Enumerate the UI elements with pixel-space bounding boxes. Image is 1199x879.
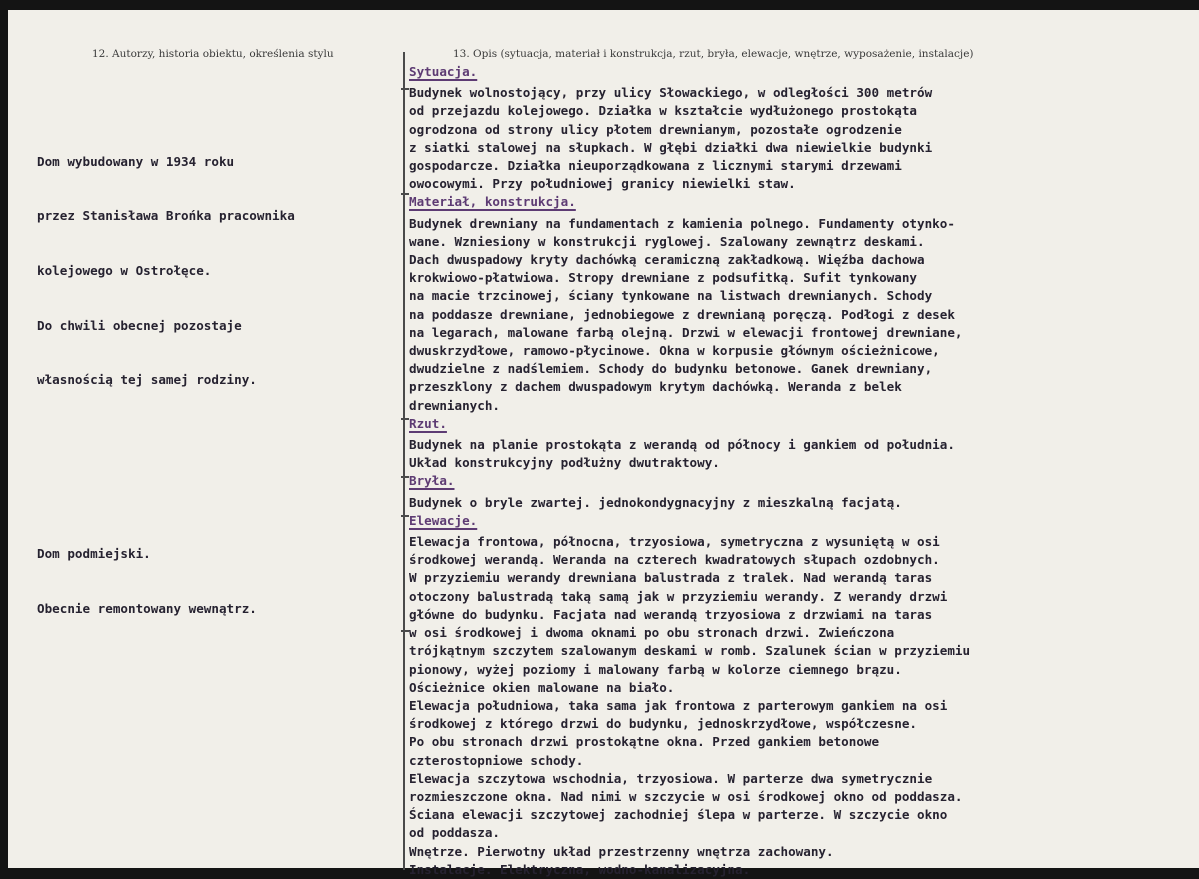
text-line: na legarach, malowane farbą olejną. Drzwi w elewacji frontowej drewniane, xyxy=(409,324,963,340)
text-line: dwuskrzydłowe, ramowo-płycinowe. Okna w korpusie głównym ościeżnicowe, xyxy=(409,343,940,359)
text-line: Budynek wolnostojący, przy ulicy Słowackiego, w odległości 300 metrów xyxy=(409,85,933,101)
text-line: Elewacja szczytowa wschodnia, trzyosiowa. W parterze dwa symetrycznie xyxy=(409,770,933,786)
text-line: na poddasze drewniane, jednobiegowe z drewnianą poręczą. Podłogi z desek xyxy=(409,306,955,322)
divider-tick xyxy=(401,193,409,195)
text-line: wane. Wzniesiony w konstrukcji ryglowej. Szalowany zewnątrz deskami. xyxy=(409,233,925,249)
text-line: dwudzielne z nadślemiem. Schody do budynku betonowe. Ganek drewniany, xyxy=(409,361,933,377)
document-sheet xyxy=(8,10,1199,877)
text-line: Ościeżnice okien malowane na biało. xyxy=(409,679,675,695)
column-divider xyxy=(403,52,405,870)
left-column-header: 12. Autorzy, historia obiektu, określenia stylu xyxy=(92,48,334,60)
section-heading: Rzut. xyxy=(409,415,447,431)
divider-tick xyxy=(401,88,409,90)
text-line: Obecnie remontowany wewnątrz. xyxy=(37,600,257,616)
text-line: Dom podmiejski. xyxy=(37,546,151,562)
text-line: Budynek drewniany na fundamentach z kamienia polnego. Fundamenty otynko- xyxy=(409,215,955,231)
text-line: Do chwili obecnej pozostaje xyxy=(37,317,242,333)
text-line: Budynek o bryle zwartej. jednokondygnacyjny z mieszkalną facjatą. xyxy=(409,494,902,510)
text-line: W przyziemiu werandy drewniana balustrada z tralek. Nad werandą taras xyxy=(409,570,933,586)
history-paragraph xyxy=(37,116,397,425)
text-line: drewnianych. xyxy=(409,397,500,413)
text-line: Elewacja południowa, taka sama jak frontowa z parterowym gankiem na osi xyxy=(409,697,948,713)
text-line: gospodarcze. Działka nieuporządkowana z licznymi starymi drzewami xyxy=(409,158,902,174)
text-line: od przejazdu kolejowego. Działka w kształcie wydłużonego prostokąta xyxy=(409,103,917,119)
text-line: owocowymi. Przy południowej granicy niewielki staw. xyxy=(409,176,796,192)
section-heading: Elewacje. xyxy=(409,512,478,528)
style-paragraph xyxy=(37,509,397,655)
text-line: przez Stanisława Brońka pracownika xyxy=(37,208,295,224)
text-line: krokwiowo-płatwiowa. Stropy drewniane z podsufitką. Sufit tynkowany xyxy=(409,270,917,286)
history-column xyxy=(37,80,397,691)
text-line: pionowy, wyżej poziomy i malowany farbą w kolorze ciemnego brązu. xyxy=(409,661,902,677)
text-line: ogrodzona od strony ulicy płotem drewnianym, pozostałe ogrodzenie xyxy=(409,121,902,137)
text-line: środkowej werandą. Weranda na czterech kwadratowych słupach ozdobnych. xyxy=(409,552,940,568)
section-sytuacja xyxy=(409,63,1194,193)
text-line: środkowej z którego drzwi do budynku, jednoskrzydłowe, współczesne. xyxy=(409,716,917,732)
section-heading: Bryła. xyxy=(409,473,455,489)
text-line: Po obu stronach drzwi prostokątne okna. Przed gankiem betonowe xyxy=(409,734,880,750)
description-column xyxy=(409,63,1194,879)
text-line: Budynek na planie prostokąta z werandą od północy i gankiem od południa. xyxy=(409,437,955,453)
section-material-konstrukcja xyxy=(409,193,1194,414)
divider-tick xyxy=(401,418,409,420)
text-line: główne do budynku. Facjata nad werandą trzyosiowa z drzwiami na taras xyxy=(409,606,933,622)
text-line: trójkątnym szczytem szalowanym deskami w romb. Szalunek ścian w przyziemiu xyxy=(409,643,971,659)
right-column-header: 13. Opis (sytuacja, materiał i konstrukcja, rzut, bryła, elewacje, wnętrze, wyposażenie, instalacje) xyxy=(453,48,974,60)
text-line: Wnętrze. Pierwotny układ przestrzenny wnętrza zachowany. xyxy=(409,843,834,859)
divider-tick xyxy=(401,515,409,517)
text-line: rozmieszczone okna. Nad nimi w szczycie w osi środkowej okno od poddasza. xyxy=(409,788,963,804)
text-line: Dach dwuspadowy kryty dachówką ceramiczną zakładkową. Więźba dachowa xyxy=(409,252,925,268)
section-heading: Materiał, konstrukcja. xyxy=(409,194,576,210)
section-rzut xyxy=(409,415,1194,473)
text-line: Ściana elewacji szczytowej zachodniej ślepa w parterze. W szczycie okno xyxy=(409,807,948,823)
text-line: w osi środkowej i dwoma oknami po obu stronach drzwi. Zwieńczona xyxy=(409,625,895,641)
text-line: Instalacje. Elektryczna, wodno-kanalizacyjna. xyxy=(409,861,751,877)
divider-tick xyxy=(401,476,409,478)
text-line: Dom wybudowany w 1934 roku xyxy=(37,153,235,169)
text-line: z siatki stalowej na słupkach. W głębi działki dwa niewielkie budynki xyxy=(409,139,933,155)
text-line: własnością tej samej rodziny. xyxy=(37,372,257,388)
text-line: otoczony balustradą taką samą jak w przyziemiu werandy. Z werandy drzwi xyxy=(409,588,948,604)
text-line: na macie trzcinowej, ściany tynkowane na listwach drewnianych. Schody xyxy=(409,288,933,304)
text-line: Układ konstrukcyjny podłużny dwutraktowy. xyxy=(409,455,720,471)
section-bryla xyxy=(409,472,1194,511)
text-line: przeszklony z dachem dwuspadowym krytym dachówką. Weranda z belek xyxy=(409,379,902,395)
text-line: czterostopniowe schody. xyxy=(409,752,584,768)
text-line: kolejowego w Ostrołęce. xyxy=(37,263,212,279)
text-line: od poddasza. xyxy=(409,825,500,841)
section-heading: Sytuacja. xyxy=(409,64,478,79)
section-elewacje xyxy=(409,512,1194,843)
divider-tick xyxy=(401,630,409,632)
text-line: Elewacja frontowa, północna, trzyosiowa, symetryczna z wysuniętą w osi xyxy=(409,534,940,550)
section-wnetrze-instalacje xyxy=(409,843,1194,879)
